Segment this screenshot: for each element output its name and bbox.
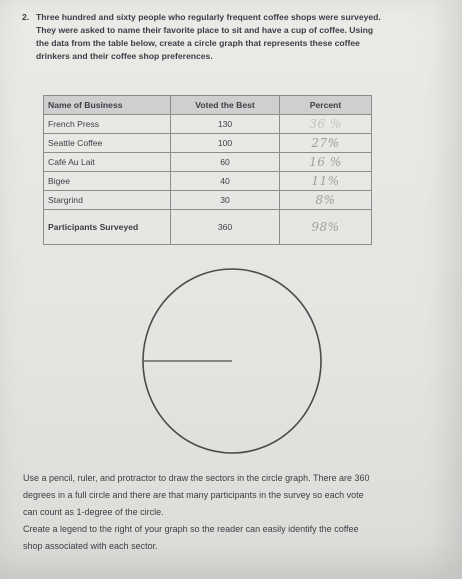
instruction-line: Create a legend to the right of your graph so the reader can easily identify the coffee <box>23 524 359 534</box>
header-percent: Percent <box>280 96 372 115</box>
vote-count: 100 <box>171 134 280 153</box>
question-line: Three hundred and sixty people who regularly frequent coffee shops were surveyed. <box>36 12 381 22</box>
table-row <box>44 134 372 153</box>
business-name: Seattle Coffee <box>44 134 171 153</box>
question-line: They were asked to name their favorite place to sit and have a cup of coffee. Using <box>36 25 374 35</box>
handwritten-percent-total: 98% <box>280 210 372 245</box>
instruction-line: degrees in a full circle and there are that many participants in the survey so each vote <box>23 490 364 500</box>
blank-circle-graph <box>140 266 324 458</box>
vote-count: 40 <box>171 172 280 191</box>
table-row <box>44 115 372 134</box>
instruction-line: can count as 1-degree of the circle. <box>23 507 164 517</box>
handwritten-percent: 8% <box>280 191 372 210</box>
header-voted-the-best: Voted the Best <box>171 96 280 115</box>
header-name-of-business: Name of Business <box>44 96 171 115</box>
table-row <box>44 153 372 172</box>
table-row <box>44 172 372 191</box>
question-line: drinkers and their coffee shop preferences. <box>36 51 213 61</box>
business-name: Café Au Lait <box>44 153 171 172</box>
table-header-row <box>44 96 372 115</box>
participants-surveyed-label: Participants Surveyed <box>44 210 171 245</box>
vote-count: 130 <box>171 115 280 134</box>
instruction-line: shop associated with each sector. <box>23 541 158 551</box>
business-name: Bigee <box>44 172 171 191</box>
vote-count: 30 <box>171 191 280 210</box>
table-row <box>44 191 372 210</box>
survey-table <box>43 95 372 245</box>
vote-count: 60 <box>171 153 280 172</box>
handwritten-percent: 16 % <box>280 153 372 172</box>
business-name: French Press <box>44 115 171 134</box>
handwritten-percent: 27% <box>280 134 372 153</box>
table-total-row <box>44 210 372 245</box>
instruction-line: Use a pencil, ruler, and protractor to draw the sectors in the circle graph. There are 360 <box>23 473 370 483</box>
business-name: Stargrind <box>44 191 171 210</box>
total-votes: 360 <box>171 210 280 245</box>
handwritten-percent: 36 % <box>280 115 372 134</box>
question-line: the data from the table below, create a circle graph that represents these coffee <box>36 38 360 48</box>
question-number: 2. <box>22 12 30 22</box>
handwritten-percent: 11% <box>280 172 372 191</box>
